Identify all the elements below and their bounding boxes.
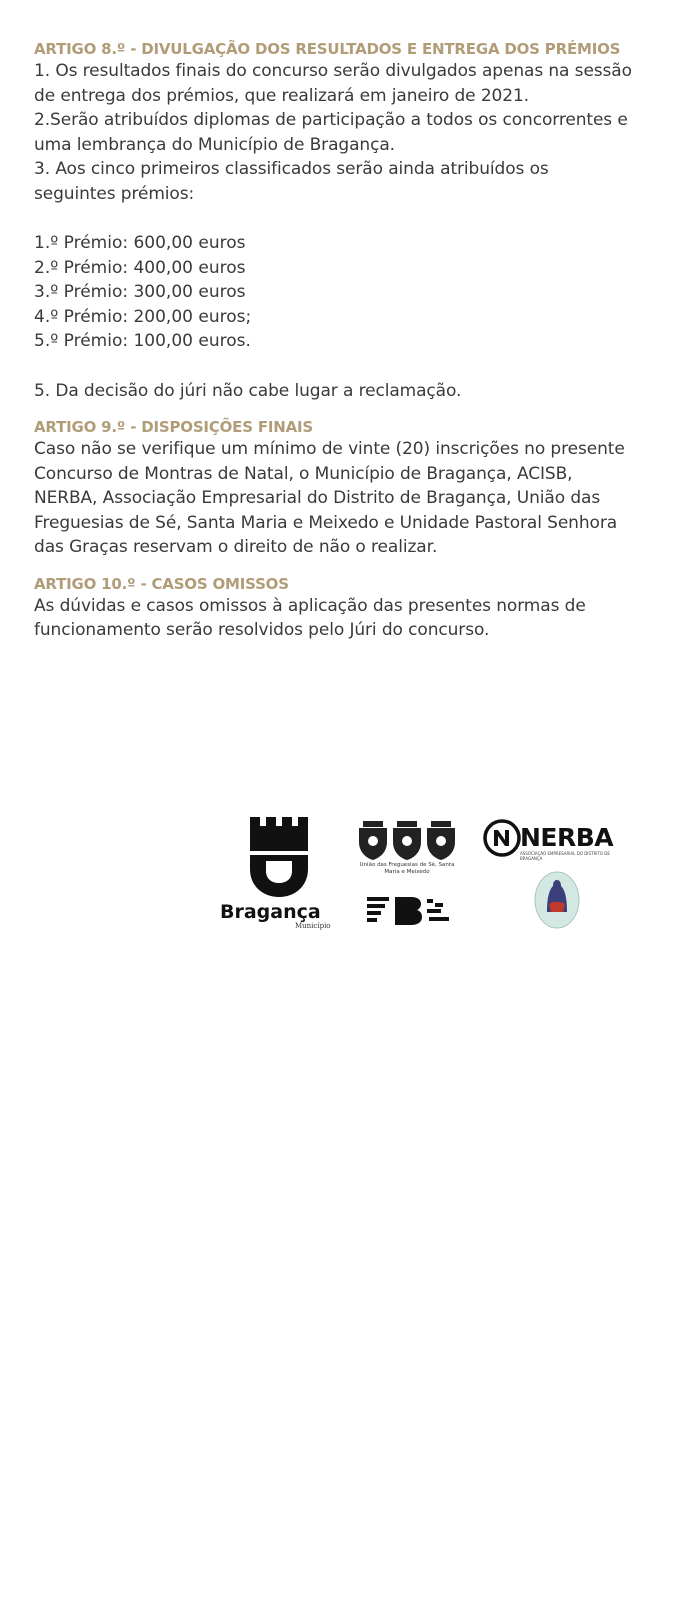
nerba-name: NERBA [520, 823, 614, 852]
article-10 [34, 575, 634, 643]
braganca-tower-logo [248, 815, 310, 899]
article-8-paragraph-3: 3. Aos cinco primeiros classificados serão ainda atribuídos os seguintes prémios: [34, 159, 549, 204]
braganca-sub: Município [295, 922, 331, 930]
article-9-paragraph: Caso não se verifique um mínimo de vinte (20) inscrições no presente Concurso de Montras de Natal, o Município de Bragança, ACISB, NERBA, Associação Empresarial do Distrito de Bragança, União das Freguesias de Sé, Santa Maria e Meixedo e Unidade Pastoral Senhora das Graças reservam o direito de não o realizar. [34, 439, 625, 557]
prize-item: 4.º Prémio: 200,00 euros; [34, 306, 252, 327]
prize-item: 2.º Prémio: 400,00 euros [34, 257, 246, 278]
nerba-sub: ASSOCIAÇÃO EMPRESARIAL DO DISTRITO DE BRAGANÇA [520, 851, 610, 861]
freguesias-shields-logo [355, 820, 461, 862]
article-9-heading: ARTIGO 9.º - DISPOSIÇÕES FINAIS [34, 418, 314, 436]
prize-item: 1.º Prémio: 600,00 euros [34, 233, 246, 253]
article-8-heading: ARTIGO 8.º - DIVULGAÇÃO DOS RESULTADOS E ENTREGA DOS PRÉMIOS [34, 40, 621, 58]
article-9 [34, 418, 634, 560]
prize-item: 5.º Prémio: 100,00 euros. [34, 331, 251, 351]
freguesias-caption: União das Freguesias de Sé, Santa Maria e Meixedo [359, 862, 455, 875]
article-8 [34, 40, 634, 403]
regulation-text [34, 40, 634, 658]
article-8-paragraph-2: 2.Serão atribuídos diplomas de participação a todos os concorrentes e uma lembrança do Município de Bragança. [34, 110, 628, 155]
prize-list [34, 231, 634, 354]
braganca-name: Bragança [220, 901, 321, 923]
acisb-logo [365, 895, 455, 927]
article-10-heading: ARTIGO 10.º - CASOS OMISSOS [34, 574, 289, 593]
partner-logos [215, 815, 635, 940]
article-8-paragraph-1: 1. Os resultados finais do concurso serão divulgados apenas na sessão de entrega dos prémios, que realizará em janeiro de 2021. [34, 61, 632, 106]
article-8-closing: 5. Da decisão do júri não cabe lugar a reclamação. [34, 380, 462, 401]
prize-item: 3.º Prémio: 300,00 euros [34, 282, 246, 302]
article-10-paragraph: As dúvidas e casos omissos à aplicação das presentes normas de funcionamento serão resolvidos pelo Júri do concurso. [34, 595, 586, 640]
nerba-symbol-logo [483, 819, 521, 857]
pastoral-medallion-logo [533, 870, 581, 930]
